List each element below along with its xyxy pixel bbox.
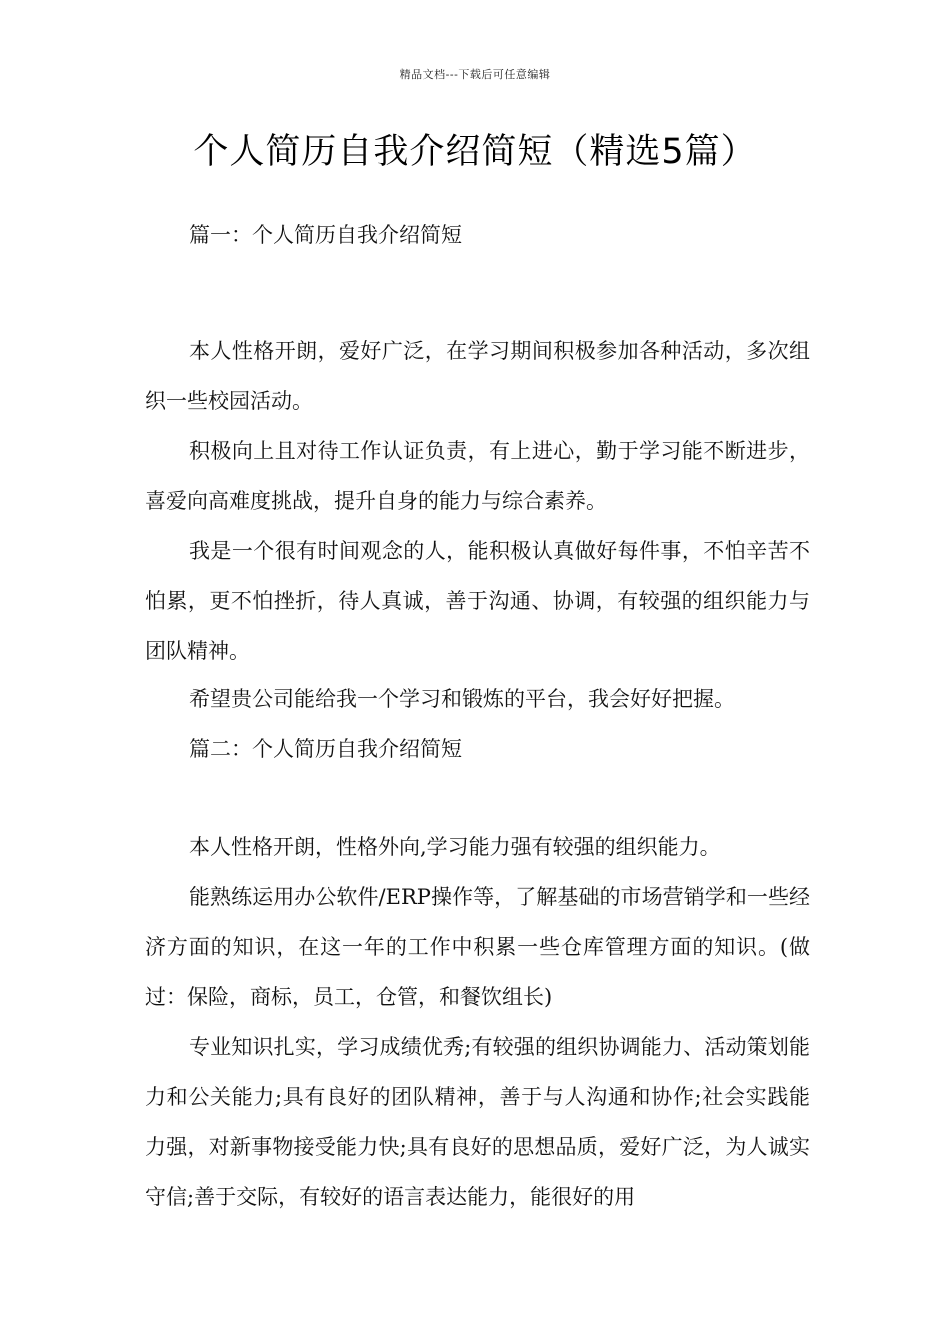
document-title: 个人简历自我介绍简短（精选5篇）	[193, 132, 757, 172]
section-heading: 篇一：个人简历自我介绍简短	[189, 223, 462, 247]
paragraph: 能熟练运用办公软件/ERP操作等，了解基础的市场营销学和一些经济方面的知识，在这一年的工作中积累一些仓库管理方面的知识。(做过：保险，商标，员工，仓管，和餐饮组长)	[145, 885, 810, 1009]
paragraph: 积极向上且对待工作认证负责，有上进心，勤于学习能不断进步，喜爱向高难度挑战，提升自身的能力与综合素养。	[145, 439, 810, 513]
paragraph: 希望贵公司能给我一个学习和锻炼的平台，我会好好把握。	[189, 687, 735, 711]
paragraph: 专业知识扎实，学习成绩优秀;有较强的组织协调能力、活动策划能力和公关能力;具有良好的团队精神，善于与人沟通和协作;社会实践能力强，对新事物接受能力快;具有良好的思想品质，爱好广泛，为人诚实守信;善于交际，有较好的语言表达能力，能很好的用	[145, 1035, 810, 1209]
section-heading: 篇二：个人简历自我介绍简短	[189, 737, 462, 761]
header-note: 精品文档---下载后可任意编辑	[399, 68, 551, 81]
paragraph: 本人性格开朗，性格外向,学习能力强有较强的组织能力。	[189, 835, 721, 859]
paragraph: 本人性格开朗，爱好广泛，在学习期间积极参加各种活动，多次组织一些校园活动。	[145, 339, 810, 413]
paragraph: 我是一个很有时间观念的人，能积极认真做好每件事，不怕辛苦不怕累，更不怕挫折，待人真诚，善于沟通、协调，有较强的组织能力与团队精神。	[145, 539, 810, 663]
